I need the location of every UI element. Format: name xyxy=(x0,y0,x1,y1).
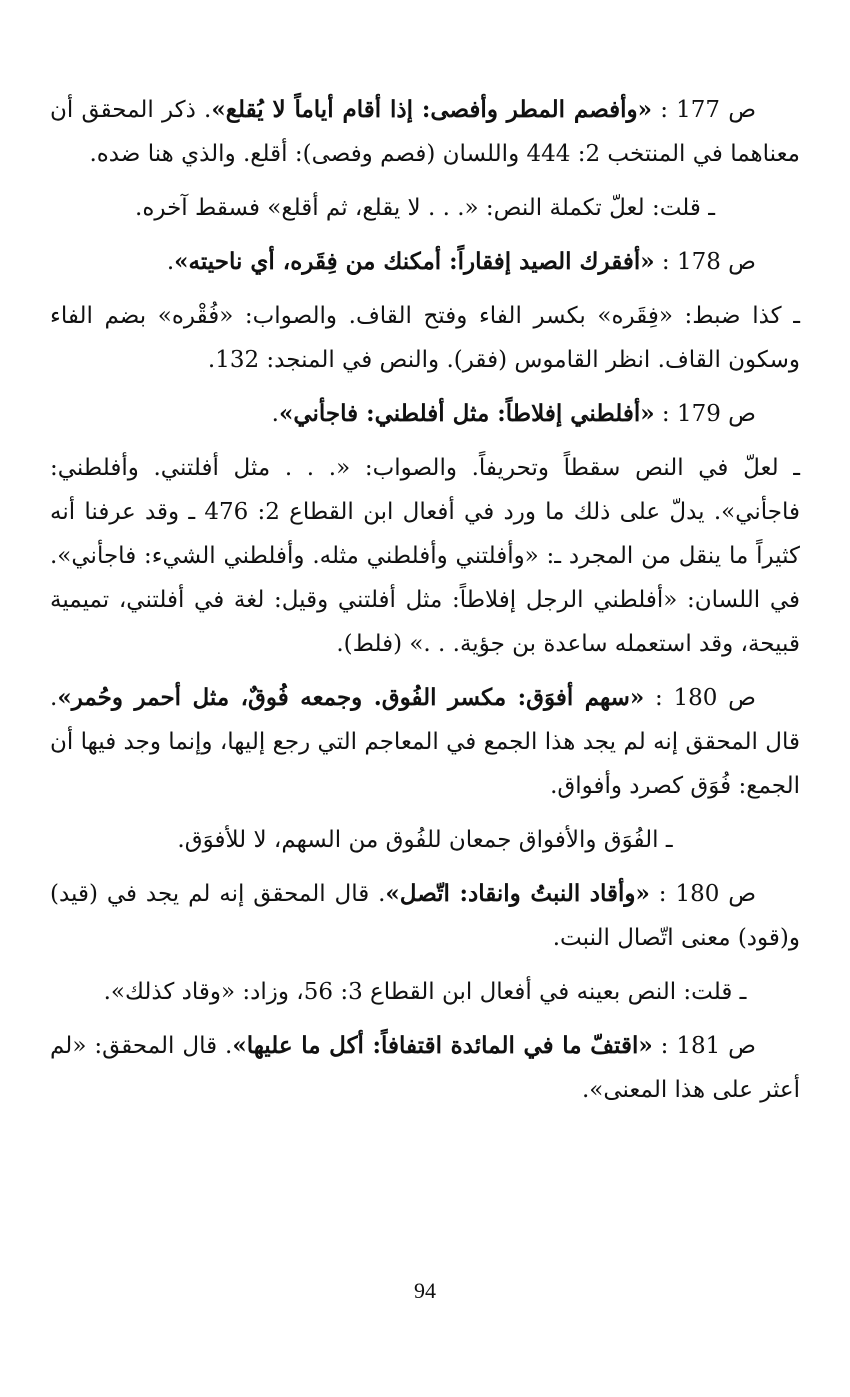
page-ref: ص 180 : xyxy=(649,881,757,907)
entry-p180-a xyxy=(50,676,800,808)
note-text: ـ لعلّ في النص سقطاً وتحريفاً. والصواب: «. . . مثل أفلتني. وأفلطني: فاجأني». يدلّ على ذلك ما ورد في أفعال ابن القطاع 2: 476 ـ وقد عرفنا أنه كثيراً ما ينقل من المجرد ـ: «وأفلتني وأفلطني مثله. وأفلطني الشيء: فاجأني». في اللسان: «أفلطني الرجل إفلاطاً: مثل أفلتني وقيل: لغة في أفلتني، تميمية قبيحة، وقد استعمله ساعدة بن جؤية. . .» (فلط). xyxy=(50,455,801,657)
commentary: . xyxy=(271,401,279,427)
quoted-entry: «وأفصم المطر وأفصى: إذا أقام أياماً لا يُقلع» xyxy=(211,96,653,123)
page-ref: ص 177 : xyxy=(652,97,757,123)
page-ref: ص 180 : xyxy=(644,685,756,711)
note-p177 xyxy=(50,186,800,230)
commentary: . قال المحقق: «لم أعثر على هذا المعنى». xyxy=(50,1033,800,1103)
commentary: . قال المحقق إنه لم يجد في (قيد) و(قود) معنى اتّصال النبت. xyxy=(50,881,800,951)
page-body xyxy=(50,88,800,1112)
page-ref: ص 179 : xyxy=(654,401,756,427)
entry-p179 xyxy=(50,392,800,436)
commentary: . ذكر المحقق أن معناهما في المنتخب 2: 444 واللسان (فصم وفصى): أقلع. والذي هنا ضده. xyxy=(50,97,800,167)
commentary: . قال المحقق إنه لم يجد هذا الجمع في المعاجم التي رجع إليها، وإنما وجد فيها أن الجمع: فُوَق كصرد وأفواق. xyxy=(50,685,800,799)
entry-p181 xyxy=(50,1024,800,1112)
note-p180-b xyxy=(50,970,800,1014)
entry-p177 xyxy=(50,88,800,176)
note-text: ـ قلت: لعلّ تكملة النص: «. . . لا يقلع، ثم أقلع» فسقط آخره. xyxy=(135,195,715,221)
page-ref: ص 178 : xyxy=(654,249,756,275)
entry-p178 xyxy=(50,240,800,284)
page-number: 94 xyxy=(414,1278,436,1303)
note-p179 xyxy=(50,446,800,666)
quoted-entry: «أفلطني إفلاطاً: مثل أفلطني: فاجأني» xyxy=(278,400,655,427)
quoted-entry: «أفقرك الصيد إفقاراً: أمكنك من فِقَره، أي ناحيته» xyxy=(174,248,655,275)
entry-p180-b xyxy=(50,872,800,960)
note-p180-a xyxy=(50,818,800,862)
commentary: . xyxy=(166,249,175,275)
page-ref: ص 181 : xyxy=(652,1033,756,1059)
quoted-entry: «اقتفّ ما في المائدة اقتفافاً: أكل ما عليها» xyxy=(232,1032,653,1059)
quoted-entry: «وأقاد النبتُ وانقاد: اتّصل» xyxy=(385,880,650,907)
note-text: ـ كذا ضبط: «فِقَره» بكسر الفاء وفتح القاف. والصواب: «فُقْره» بضم الفاء وسكون القاف. انظر القاموس (فقر). والنص في المنجد: 132. xyxy=(50,303,800,373)
note-text: ـ قلت: النص بعينه في أفعال ابن القطاع 3: 56، وزاد: «وقاد كذلك». xyxy=(103,979,747,1005)
note-text: ـ الفُوَق والأفواق جمعان للفُوق من السهم، لا للأفوَق. xyxy=(177,827,673,853)
quoted-entry: «سهم أفوَق: مكسر الفُوق. وجمعه فُوقٌ، مثل أحمر وحُمر» xyxy=(57,684,645,711)
note-p178 xyxy=(50,294,800,382)
